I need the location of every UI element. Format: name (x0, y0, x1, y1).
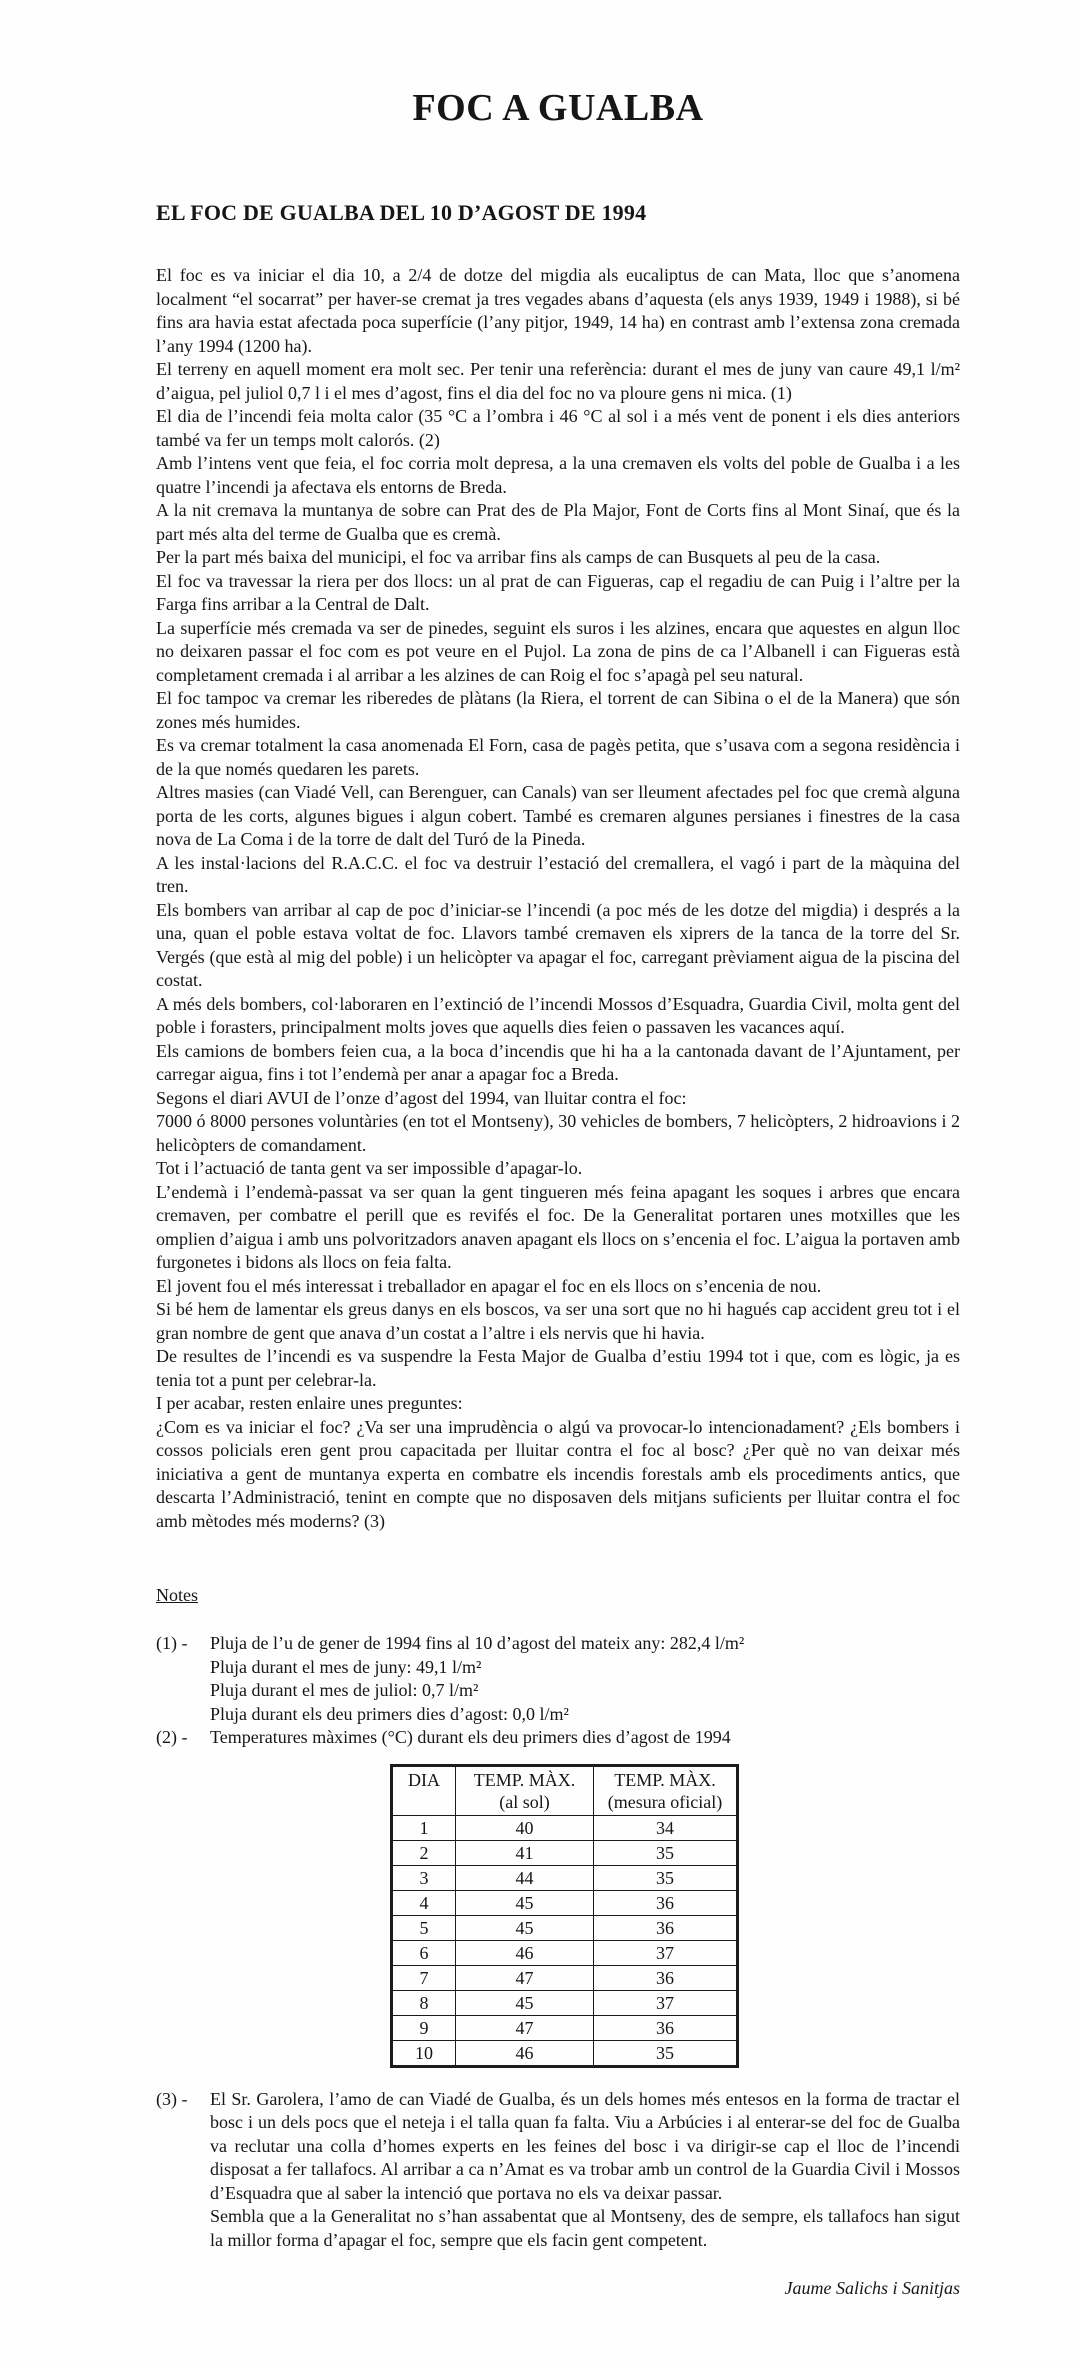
paragraph: El foc es va iniciar el dia 10, a 2/4 de dotze del migdia als eucaliptus de can Mata, lloc que s’anomena localment “el socarrat” per haver-se cremat ja tres vegades abans d’aquesta (els anys 1939, 1949 i 1988), si bé fins ara havia estat afectada poca superfície (l’any pitjor, 1949, 14 ha) en contrast amb l’extensa zona cremada l’any 1994 (1200 ha). (156, 265, 960, 356)
paragraph: Els camions de bombers feien cua, a la boca d’incendis que hi ha a la cantonada davant de l’Ajuntament, per carregar aigua, fins i tot l’endemà per anar a apagar foc a Breda. (156, 1040, 960, 1084)
table-column-header: DIA (392, 1765, 456, 1815)
table-cell: 9 (392, 2015, 456, 2040)
paragraph: El jovent fou el més interessat i treballador en apagar el foc en els llocs on s’encenia de nou. (156, 1275, 822, 1296)
notes-heading: Notes (156, 1585, 198, 1605)
note-lines-1 (210, 1632, 960, 1726)
table-row (392, 1865, 738, 1890)
table-cell: 5 (392, 1915, 456, 1940)
table-row (392, 1840, 738, 1865)
table-cell: 44 (456, 1865, 594, 1890)
table-cell: 45 (456, 1990, 594, 2015)
table-cell: 6 (392, 1940, 456, 1965)
table-column-header: TEMP. MÀX. (al sol) (456, 1765, 594, 1815)
table-cell: 1 (392, 1815, 456, 1840)
paragraph: El foc tampoc va cremar les riberedes de plàtans (la Riera, el torrent de can Sibina o el de la Manera) que són zones més humides. (156, 688, 960, 732)
table-cell: 35 (594, 1840, 738, 1865)
note-paragraph: Sembla que a la Generalitat no s’han assabentat que al Montseny, des de sempre, els tallafocs han sigut la millor forma d’apagar el foc, sempre que els facin gent competent. (210, 2206, 960, 2250)
table-cell: 34 (594, 1815, 738, 1840)
paragraph: Si bé hem de lamentar els greus danys en els boscos, va ser una sort que no hi hagués cap accident greu tot i el gran nombre de gent que anava d’un costat a l’altre i els nervis que hi havia. (156, 1299, 960, 1343)
table-cell: 36 (594, 1890, 738, 1915)
note-line: Pluja durant el mes de juny: 49,1 l/m² (210, 1656, 482, 1677)
table-cell: 45 (456, 1915, 594, 1940)
table-cell: 36 (594, 1915, 738, 1940)
section-heading: EL FOC DE GUALBA DEL 10 D’AGOST DE 1994 (156, 200, 647, 225)
table-cell: 2 (392, 1840, 456, 1865)
table-cell: 46 (456, 2040, 594, 2066)
temp-table-body (392, 1815, 738, 2066)
table-cell: 47 (456, 2015, 594, 2040)
table-cell: 40 (456, 1815, 594, 1840)
table-cell: 3 (392, 1865, 456, 1890)
table-cell: 35 (594, 2040, 738, 2066)
table-cell: 36 (594, 2015, 738, 2040)
temperature-table (390, 1764, 739, 2068)
paragraph: Tot i l’actuació de tanta gent va ser impossible d’apagar-lo. (156, 1158, 583, 1178)
note-label-1: (1) - (156, 1633, 188, 1653)
table-cell: 46 (456, 1940, 594, 1965)
paragraph: Els bombers van arribar al cap de poc d’iniciar-se l’incendi (a poc més de les dotze del migdia) i després a la una, quan el poble estava voltat de foc. Llavors també cremaven els xiprers de la tanca de la torre del Sr. Vergés (que està al mig del poble) i un helicòpter va apagar el foc, carregant prèviament aigua de la piscina del costat. (156, 899, 960, 990)
table-cell: 37 (594, 1940, 738, 1965)
note-label-3: (3) - (156, 2088, 188, 2109)
table-row (392, 1915, 738, 1940)
table-row (392, 2015, 738, 2040)
table-cell: 35 (594, 1865, 738, 1890)
note-line: Pluja durant el mes de juliol: 0,7 l/m² (210, 1680, 479, 1700)
table-row (392, 2040, 738, 2066)
note-item-1 (156, 1632, 960, 1726)
note-line: Temperatures màximes (°C) durant els deu primers dies d’agost de 1994 (210, 1727, 731, 1747)
table-cell: 10 (392, 2040, 456, 2066)
body-paragraphs (156, 264, 960, 1533)
note-item-3 (156, 2088, 960, 2253)
paragraph: ¿Com es va iniciar el foc? ¿Va ser una imprudència o algú va provocar-lo intencionadament? ¿Els bombers i cossos policials eren gent prou capacitada per lluitar contra el foc al bosc? ¿Per què no van deixar més iniciativa a gent de muntanya experta en combatre els incendis forestals amb els procediments antics, que descarta l’Administració, tenint en compte que no disposaven dels mitjans suficients per lluitar contra el foc amb mètodes més moderns? (3) (156, 1416, 960, 1531)
note-item-2 (156, 1726, 960, 1750)
author-signature: Jaume Salichs i Sanitjas (784, 2278, 960, 2298)
table-cell: 45 (456, 1890, 594, 1915)
table-cell: 47 (456, 1965, 594, 1990)
paragraph: Altres masies (can Viadé Vell, can Berenguer, can Canals) van ser lleument afectades pel foc que cremà alguna porta de les corts, algunes bigues i algun cobert. També es cremaren algunes persianes i finestres de la casa nova de La Coma i de la torre de dalt del Turó de la Pineda. (156, 782, 960, 849)
table-row (392, 1965, 738, 1990)
note-line: Pluja de l’u de gener de 1994 fins al 10 d’agost del mateix any: 282,4 l/m² (210, 1633, 745, 1653)
paragraph: De resultes de l’incendi es va suspendre la Festa Major de Gualba d’estiu 1994 tot i que, com es lògic, ja es tenia tot a punt per celebrar-la. (156, 1346, 960, 1390)
note-label-2: (2) - (156, 1727, 188, 1747)
notes-section (156, 1632, 960, 2252)
table-cell: 4 (392, 1890, 456, 1915)
note-paragraph: El Sr. Garolera, l’amo de can Viadé de Gualba, és un dels homes més entesos en la forma de tractar el bosc i un dels pocs que el neteja i el talla quan fa falta. Viu a Arbúcies i al enterar-se del foc de Gualba va reclutar una colla d’homes experts en les feines del bosc i va dirigir-se cap el lloc de l’incendi disposat a fer tallafocs. Al arribar a ca n’Amat es va trobar amb un control de la Guardia Civil i Mossos d’Esquadra que al saber la intenció que portava no els va deixar passar. (210, 2088, 960, 2203)
paragraph: A més dels bombers, col·laboraren en l’extinció de l’incendi Mossos d’Esquadra, Guardia Civil, molta gent del poble i forasters, principalment molts joves que aquells dies feien o passaven les vacances aquí. (156, 993, 960, 1037)
note-lines-3 (210, 2088, 960, 2253)
note-lines-2 (210, 1726, 960, 1750)
table-cell: 8 (392, 1990, 456, 2015)
table-row (392, 1990, 738, 2015)
paragraph: El foc va travessar la riera per dos llocs: un al prat de can Figueras, cap el regadiu de can Puig i l’altre per la Farga fins arribar a la Central de Dalt. (156, 570, 960, 614)
paragraph: A les instal·lacions del R.A.C.C. el foc va destruir l’estació del cremallera, el vagó i part de la màquina del tren. (156, 852, 960, 896)
table-cell: 41 (456, 1840, 594, 1865)
paragraph: Segons el diari AVUI de l’onze d’agost del 1994, van lluitar contra el foc: (156, 1087, 687, 1108)
table-cell: 36 (594, 1965, 738, 1990)
paragraph: L’endemà i l’endemà-passat va ser quan la gent tingueren més feina apagant les soques i arbres que encara cremaven, per combatre el perill que es revifés el foc. De la Generalitat portaren unes motxilles que les omplien d’aigua i amb uns polvoritzadors anaven apagant els llocs on s’encenia el foc. L’aigua la portaven amb furgonetes i bidons als llocs on feia falta. (156, 1181, 960, 1272)
paragraph: 7000 ó 8000 persones voluntàries (en tot el Montseny), 30 vehicles de bombers, 7 helicòpters, 2 hidroavions i 2 helicòpters de comandament. (156, 1111, 960, 1155)
paragraph: El dia de l’incendi feia molta calor (35 °C a l’ombra i 46 °C al sol i a més vent de ponent i els dies anteriors també va fer un temps molt calorós. (2) (156, 406, 960, 450)
paragraph: Es va cremar totalment la casa anomenada El Forn, casa de pagès petita, que s’usava com a segona residència i de la que només quedaren les parets. (156, 735, 960, 779)
paragraph: I per acabar, resten enlaire unes preguntes: (156, 1393, 463, 1413)
page-title: FOC A GUALBA (412, 87, 704, 129)
table-column-header: TEMP. MÀX. (mesura oficial) (594, 1765, 738, 1815)
note-line: Pluja durant els deu primers dies d’agost: 0,0 l/m² (210, 1703, 569, 1724)
table-row (392, 1940, 738, 1965)
paragraph: Per la part més baixa del municipi, el foc va arribar fins als camps de can Busquets al peu de la casa. (156, 547, 881, 567)
paragraph: La superfície més cremada va ser de pinedes, seguint els suros i les alzines, encara que aquestes en algun lloc no deixaren passar el foc com es pot veure en el Pujol. La zona de pins de ca l’Albanell i can Figueras està completament cremada i al arribar a les alzines de can Roig el foc s’apagà pel seu natural. (156, 617, 960, 685)
table-row (392, 1890, 738, 1915)
paragraph: A la nit cremava la muntanya de sobre can Prat des de Pla Major, Font de Corts fins al Mont Sinaí, que és la part més alta del terme de Gualba que es cremà. (156, 500, 960, 544)
temp-table-header-row (392, 1765, 738, 1815)
table-cell: 37 (594, 1990, 738, 2015)
paragraph: El terreny en aquell moment era molt sec. Per tenir una referència: durant el mes de juny van caure 49,1 l/m² d’aigua, pel juliol 0,7 l i el mes d’agost, fins el dia del foc no va ploure gens ni mica. (1) (156, 359, 960, 403)
table-cell: 7 (392, 1965, 456, 1990)
table-row (392, 1815, 738, 1840)
paragraph: Amb l’intens vent que feia, el foc corria molt depresa, a la una cremaven els volts del poble de Gualba i a les quatre l’incendi ja afectava els entorns de Breda. (156, 453, 960, 497)
